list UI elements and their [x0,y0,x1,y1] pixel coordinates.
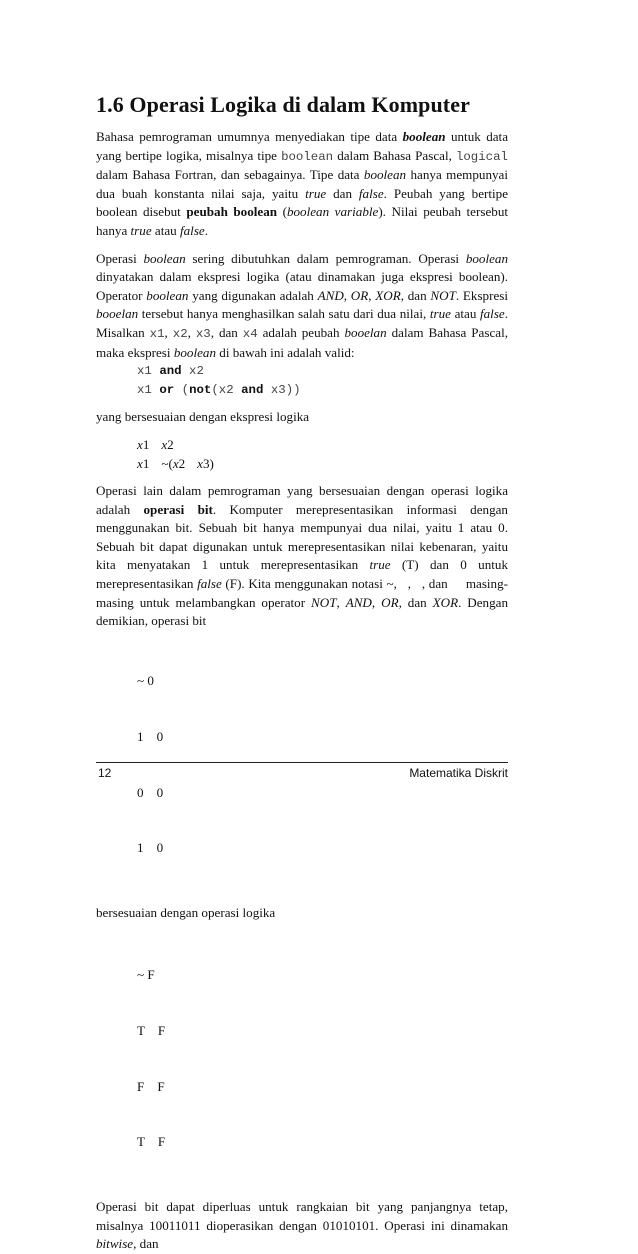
text: (F). Kita menggunakan notasi ~, , , dan masing-masing untuk melambangkan operator [96,576,509,610]
text: NOT [311,594,337,610]
code-token: x1 [137,382,160,397]
text: . Ekspresi [455,287,508,303]
text: boolean [402,129,446,144]
text: ). Nilai peubah tersebut hanya [96,204,508,238]
bit-line: 0 0 [137,784,164,800]
code-token: ( [174,382,190,397]
text: Operasi lain dalam pemrograman yang bersesuaian dengan operasi logika adalah [96,483,508,517]
truth-operations [96,929,508,1189]
code-line-2 [137,381,508,400]
logic-line-2 [137,455,508,474]
text: atau [151,222,180,238]
text: operasi bit [143,501,213,517]
text: yang digunakan adalah [188,287,318,303]
code-keyword: or [159,382,175,397]
text: adalah peubah [257,324,345,340]
text: 1 [142,436,150,452]
code-block [96,362,508,399]
code-text: boolean [281,149,334,164]
text: boolean [363,167,407,183]
paragraph-3: yang bersesuaian dengan ekspresi logika [96,409,310,425]
text: x [197,455,203,471]
code-token: (x2 [211,382,242,397]
text: , dan [400,287,431,303]
code-token: x1 [137,364,160,379]
text: x [161,436,168,452]
text: 1 [142,455,150,471]
bit-operations [96,635,508,895]
bit-line: 1 0 [137,840,164,856]
truth-line: ~ F [137,966,155,982]
text: boolean variable [286,204,379,220]
footer-divider [96,762,508,763]
bit-line: ~ 0 [137,673,154,689]
text: OR [381,594,399,610]
text: AND [345,594,372,610]
code-text: x2 [172,326,188,341]
paragraph-1 [96,128,508,241]
code-keyword: and [241,382,264,397]
text: , dan [398,594,433,610]
paragraph-2 [96,250,508,363]
text: booelan [344,324,387,340]
text: boolean [465,250,508,266]
text: , [336,594,346,610]
text: tersebut hanya menghasilkan salah satu dari dua nilai, [138,306,430,322]
code-text: x4 [242,326,258,341]
text: , dan [133,1236,159,1252]
text: x [172,455,179,471]
logic-line-1 [137,436,508,455]
text: ( [277,204,287,220]
text: di bawah ini adalah valid: [216,344,355,360]
paragraph-5: bersesuaian dengan operasi logika [96,905,276,921]
text: , [187,324,196,340]
text: , [368,287,376,303]
text: booelan [96,306,139,322]
text: x [137,455,143,471]
page-content [96,92,508,1254]
text: atau [450,306,480,322]
text: peubah boolean [186,204,278,220]
section-title: 1.6 Operasi Logika di dalam Komputer [96,92,470,117]
text: XOR [432,594,459,610]
bit-line: 1 0 [137,728,164,744]
text: OR [350,287,369,303]
text: , [371,594,382,610]
text: bitwise [96,1236,134,1252]
code-token: x2 [181,364,204,379]
text: Operasi bit dapat diperluas untuk rangkaian bit yang panjangnya tetap, misalnya 10011011 dioperasikan dengan 01010101. Operasi ini dinamakan [96,1199,508,1233]
text: true [369,557,391,573]
code-token: x3)) [263,382,301,397]
text: . Komputer merepresentasikan informasi dengan menggunakan bit. Sebuah bit hanya mempunyai dua nilai, yaitu 1 atau 0. Sebuah bit dapat digunakan untuk merepresentasikan nilai kebenaran, yaitu kita menyatakan 1 untuk merepresentasikan [96,501,508,573]
text: dalam Bahasa Pascal, [333,147,456,163]
text: 3) [202,455,214,471]
text: AND [317,287,344,303]
text: NOT [430,287,456,303]
paragraph-6 [96,1198,508,1254]
truth-line: T F [137,1134,166,1150]
text: false [358,185,384,201]
text: false [480,306,505,322]
text: dinyatakan dalam ekspresi logika (atau dinamakan juga ekspresi boolean). Operator [96,269,508,303]
book-title: Matematika Diskrit [409,766,508,780]
code-text: logical [455,149,508,164]
truth-line: F F [137,1078,165,1094]
text: true [130,222,152,238]
text: Bahasa pemrograman umumnya menyediakan tipe data [96,129,403,144]
text: . Peubah yang bertipe boolean disebut [96,185,509,220]
page-number: 12 [98,766,112,780]
text: boolean [173,344,216,360]
text: ~( [161,455,173,471]
code-keyword: and [159,364,182,379]
text: boolean [146,287,189,303]
text: true [305,185,327,201]
text: . Misalkan [96,306,509,340]
text: , [343,287,351,303]
text: XOR [375,287,401,303]
text: false [197,576,222,592]
text: true [429,306,451,322]
text: . [204,222,209,238]
text: Operasi [96,250,144,266]
logic-expressions [96,436,508,473]
text: 2 [167,436,174,452]
text: sering dibutuhkan dalam pemrograman. Operasi [185,250,466,266]
text: x [137,436,143,452]
text: . Dengan demikian, operasi bit [96,594,509,629]
code-keyword: not [189,382,212,397]
text: hanya mempunyai dua buah konstanta nilai saja, yaitu [96,167,508,201]
text: false [180,222,205,238]
text: dan [326,185,359,201]
text: , [164,324,173,340]
text: untuk data yang bertipe logika, misalnya tipe [96,129,509,163]
text: , dan [210,324,243,340]
text: 2 [178,455,186,471]
paragraph-4 [96,482,508,631]
code-line-1 [137,362,508,381]
truth-line: T F [137,1022,166,1038]
code-text: x1 [149,326,165,341]
text: boolean [143,250,186,266]
text: dalam Bahasa Fortran, dan sebagainya. Tipe data [96,167,364,183]
text: (T) dan 0 untuk merepresentasikan [96,557,509,592]
code-text: x3 [195,326,211,341]
text: dalam Bahasa Pascal, maka ekspresi [96,324,508,360]
